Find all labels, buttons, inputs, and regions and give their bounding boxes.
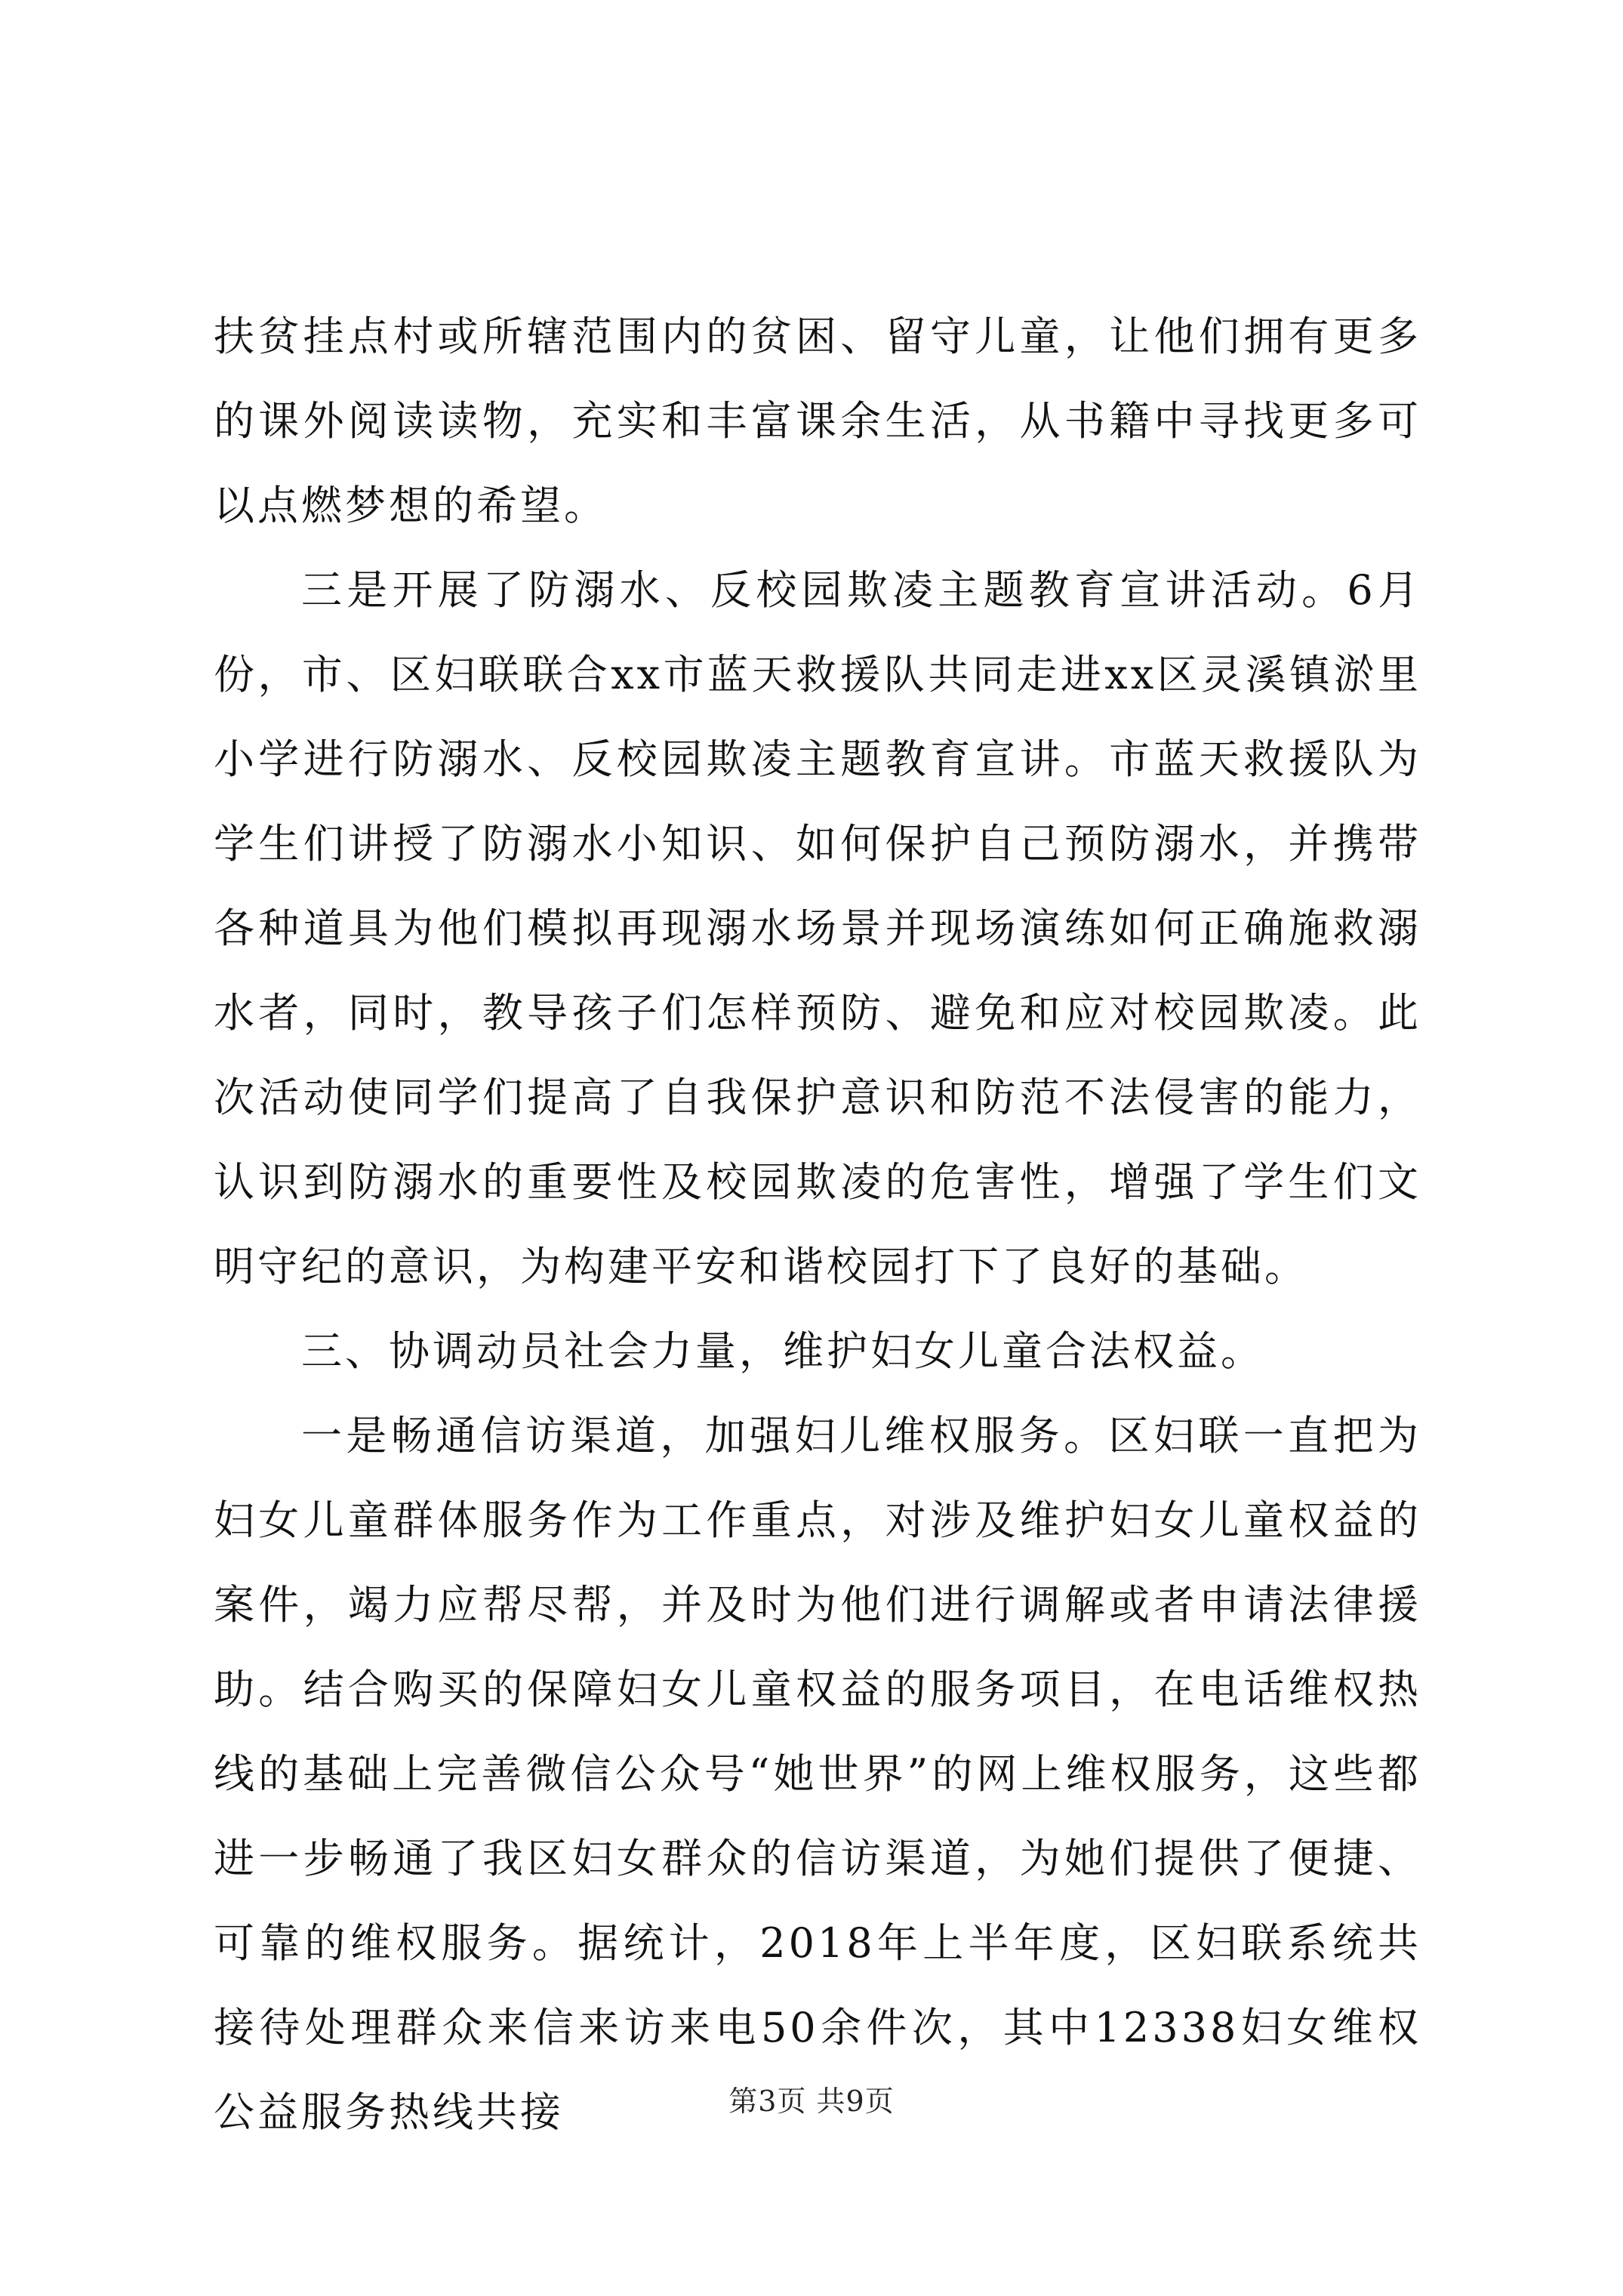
paragraph-drowning-prevention: 三是开展了防溺水、反校园欺凌主题教育宣讲活动。6月份，市、区妇联联合xx市蓝天救援队共同走进xx区灵溪镇淤里小学进行防溺水、反校园欺凌主题教育宣讲。市蓝天救援队为学生们讲授了防溺水小知识、如何保护自己预防溺水，并携带各种道具为他们模拟再现溺水场景并现场演练如何正确施救溺水者，同时，教导孩子们怎样预防、避免和应对校园欺凌。此次活动使同学们提高了自我保护意识和防范不法侵害的能力，认识到防溺水的重要性及校园欺凌的危害性，增强了学生们文明守纪的意识，为构建平安和谐校园打下了良好的基础。 bbox=[214, 566, 1421, 1290]
paragraph-petition-channels: 一是畅通信访渠道，加强妇儿维权服务。区妇联一直把为妇女儿童群体服务作为工作重点，对涉及维护妇女儿童权益的案件，竭力应帮尽帮，并及时为他们进行调解或者申请法律援助。结合购买的保障妇女儿童权益的服务项目，在电话维权热线的基础上完善微信公众号“她世界”的网上维权服务，这些都进一步畅通了我区妇女群众的信访渠道，为她们提供了便捷、可靠的维权服务。据统计，2018年上半年度，区妇联系统共接待处理群众来信来访来电50余件次，其中12338妇女维权公益服务热线共接 bbox=[214, 1412, 1421, 2136]
page-footer: 第3页 共9页 bbox=[728, 2085, 895, 2118]
paragraph-continuation: 扶贫挂点村或所辖范围内的贫困、留守儿童，让他们拥有更多的课外阅读读物，充实和丰富课余生活，从书籍中寻找更多可以点燃梦想的希望。 bbox=[214, 313, 1421, 529]
document-body bbox=[214, 294, 1421, 2155]
section-heading-rights: 三、协调动员社会力量，维护妇女儿童合法权益。 bbox=[301, 1327, 1264, 1375]
